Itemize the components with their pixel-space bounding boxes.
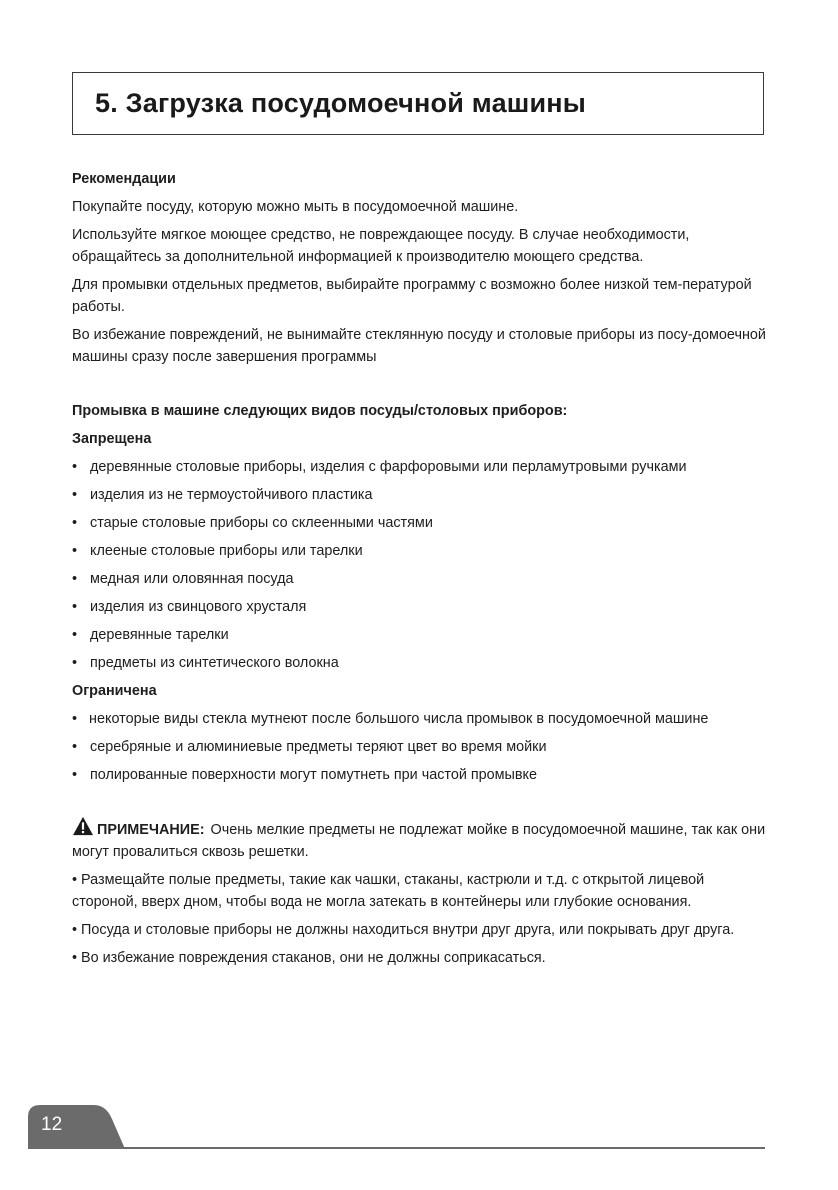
bullet: • <box>72 599 78 615</box>
page-title: 5. Загрузка посудомоечной машины <box>95 88 587 118</box>
limited-heading: Ограничена <box>72 683 157 699</box>
list-item <box>72 568 772 590</box>
list-item <box>72 540 772 562</box>
warning-triangle-icon <box>72 816 94 836</box>
bullet: • <box>72 459 78 475</box>
list-item <box>72 456 772 478</box>
content <box>72 168 772 975</box>
recommendation-paragraph: Используйте мягкое моющее средство, не повреждающее посуду. В случае необходимости, обращайтесь за дополнительной информацией к производителю моющего средства. <box>72 227 690 265</box>
list-item <box>72 652 772 674</box>
washing-heading: Промывка в машине следующих видов посуды/столовых приборов: <box>72 403 568 419</box>
list-item <box>72 624 772 646</box>
list-item <box>72 708 772 730</box>
page-footer <box>0 1100 838 1160</box>
list-item <box>72 512 772 534</box>
recommendation-paragraph: Во избежание повреждений, не вынимайте стеклянную посуду и столовые приборы из посу-домоечной машины сразу после завершения программы <box>72 327 766 365</box>
title-box <box>72 72 764 135</box>
list-item-text: серебряные и алюминиевые предметы теряют цвет во время мойки <box>90 739 547 755</box>
bullet: • <box>72 571 78 587</box>
list-item-text: некоторые виды стекла мутнеют после большого числа промывок в посудомоечной машине <box>89 711 709 727</box>
limited-list <box>72 708 772 786</box>
recommendation-paragraph: Покупайте посуду, которую можно мыть в посудомоечной машине. <box>72 199 519 215</box>
bullet: • <box>72 767 78 783</box>
footer-line <box>110 1147 765 1149</box>
list-item-text: медная или оловянная посуда <box>90 571 294 587</box>
bullet: • <box>72 515 78 531</box>
bullet: • <box>72 739 78 755</box>
recommendations-heading: Рекомендации <box>72 171 176 187</box>
note-tip: • Размещайте полые предметы, такие как чашки, стаканы, кастрюли и т.д. с открытой лицевой стороной, вверх дном, чтобы вода не могла затекать в контейнеры или глубокие основания. <box>72 872 705 910</box>
bullet: • <box>72 655 78 671</box>
list-item-text: предметы из синтетического волокна <box>90 655 339 671</box>
page-number: 12 <box>41 1114 63 1135</box>
recommendation-paragraph: Для промывки отдельных предметов, выбирайте программу с возможно более низкой тем-пературой работы. <box>72 277 752 315</box>
note-tip: • Посуда и столовые приборы не должны находиться внутри друг друга, или покрывать друг друга. <box>72 922 735 938</box>
prohibited-list <box>72 456 772 674</box>
list-item-text: деревянные тарелки <box>90 627 229 643</box>
bullet: • <box>72 487 78 503</box>
note-tip: • Во избежание повреждения стаканов, они не должны соприкасаться. <box>72 950 546 966</box>
list-item <box>72 596 772 618</box>
list-item <box>72 736 772 758</box>
list-item <box>72 764 772 786</box>
bullet: • <box>72 711 78 727</box>
bullet: • <box>72 543 78 559</box>
note-label: ПРИМЕЧАНИЕ: <box>97 822 205 838</box>
list-item-text: изделия из свинцового хрусталя <box>90 599 307 615</box>
list-item-text: полированные поверхности могут помутнеть при частой промывке <box>90 767 538 783</box>
note-paragraph <box>72 816 772 863</box>
list-item-text: клееные столовые приборы или тарелки <box>90 543 363 559</box>
list-item <box>72 484 772 506</box>
bullet: • <box>72 627 78 643</box>
prohibited-heading: Запрещена <box>72 431 152 447</box>
list-item-text: деревянные столовые приборы, изделия с фарфоровыми или перламутровыми ручками <box>90 459 687 475</box>
note-text: Очень мелкие предметы не подлежат мойке в посудомоечной машине, так как они могут провалиться сквозь решетки. <box>72 822 766 860</box>
list-item-text: старые столовые приборы со склеенными частями <box>90 515 433 531</box>
list-item-text: изделия из не термоустойчивого пластика <box>90 487 373 503</box>
